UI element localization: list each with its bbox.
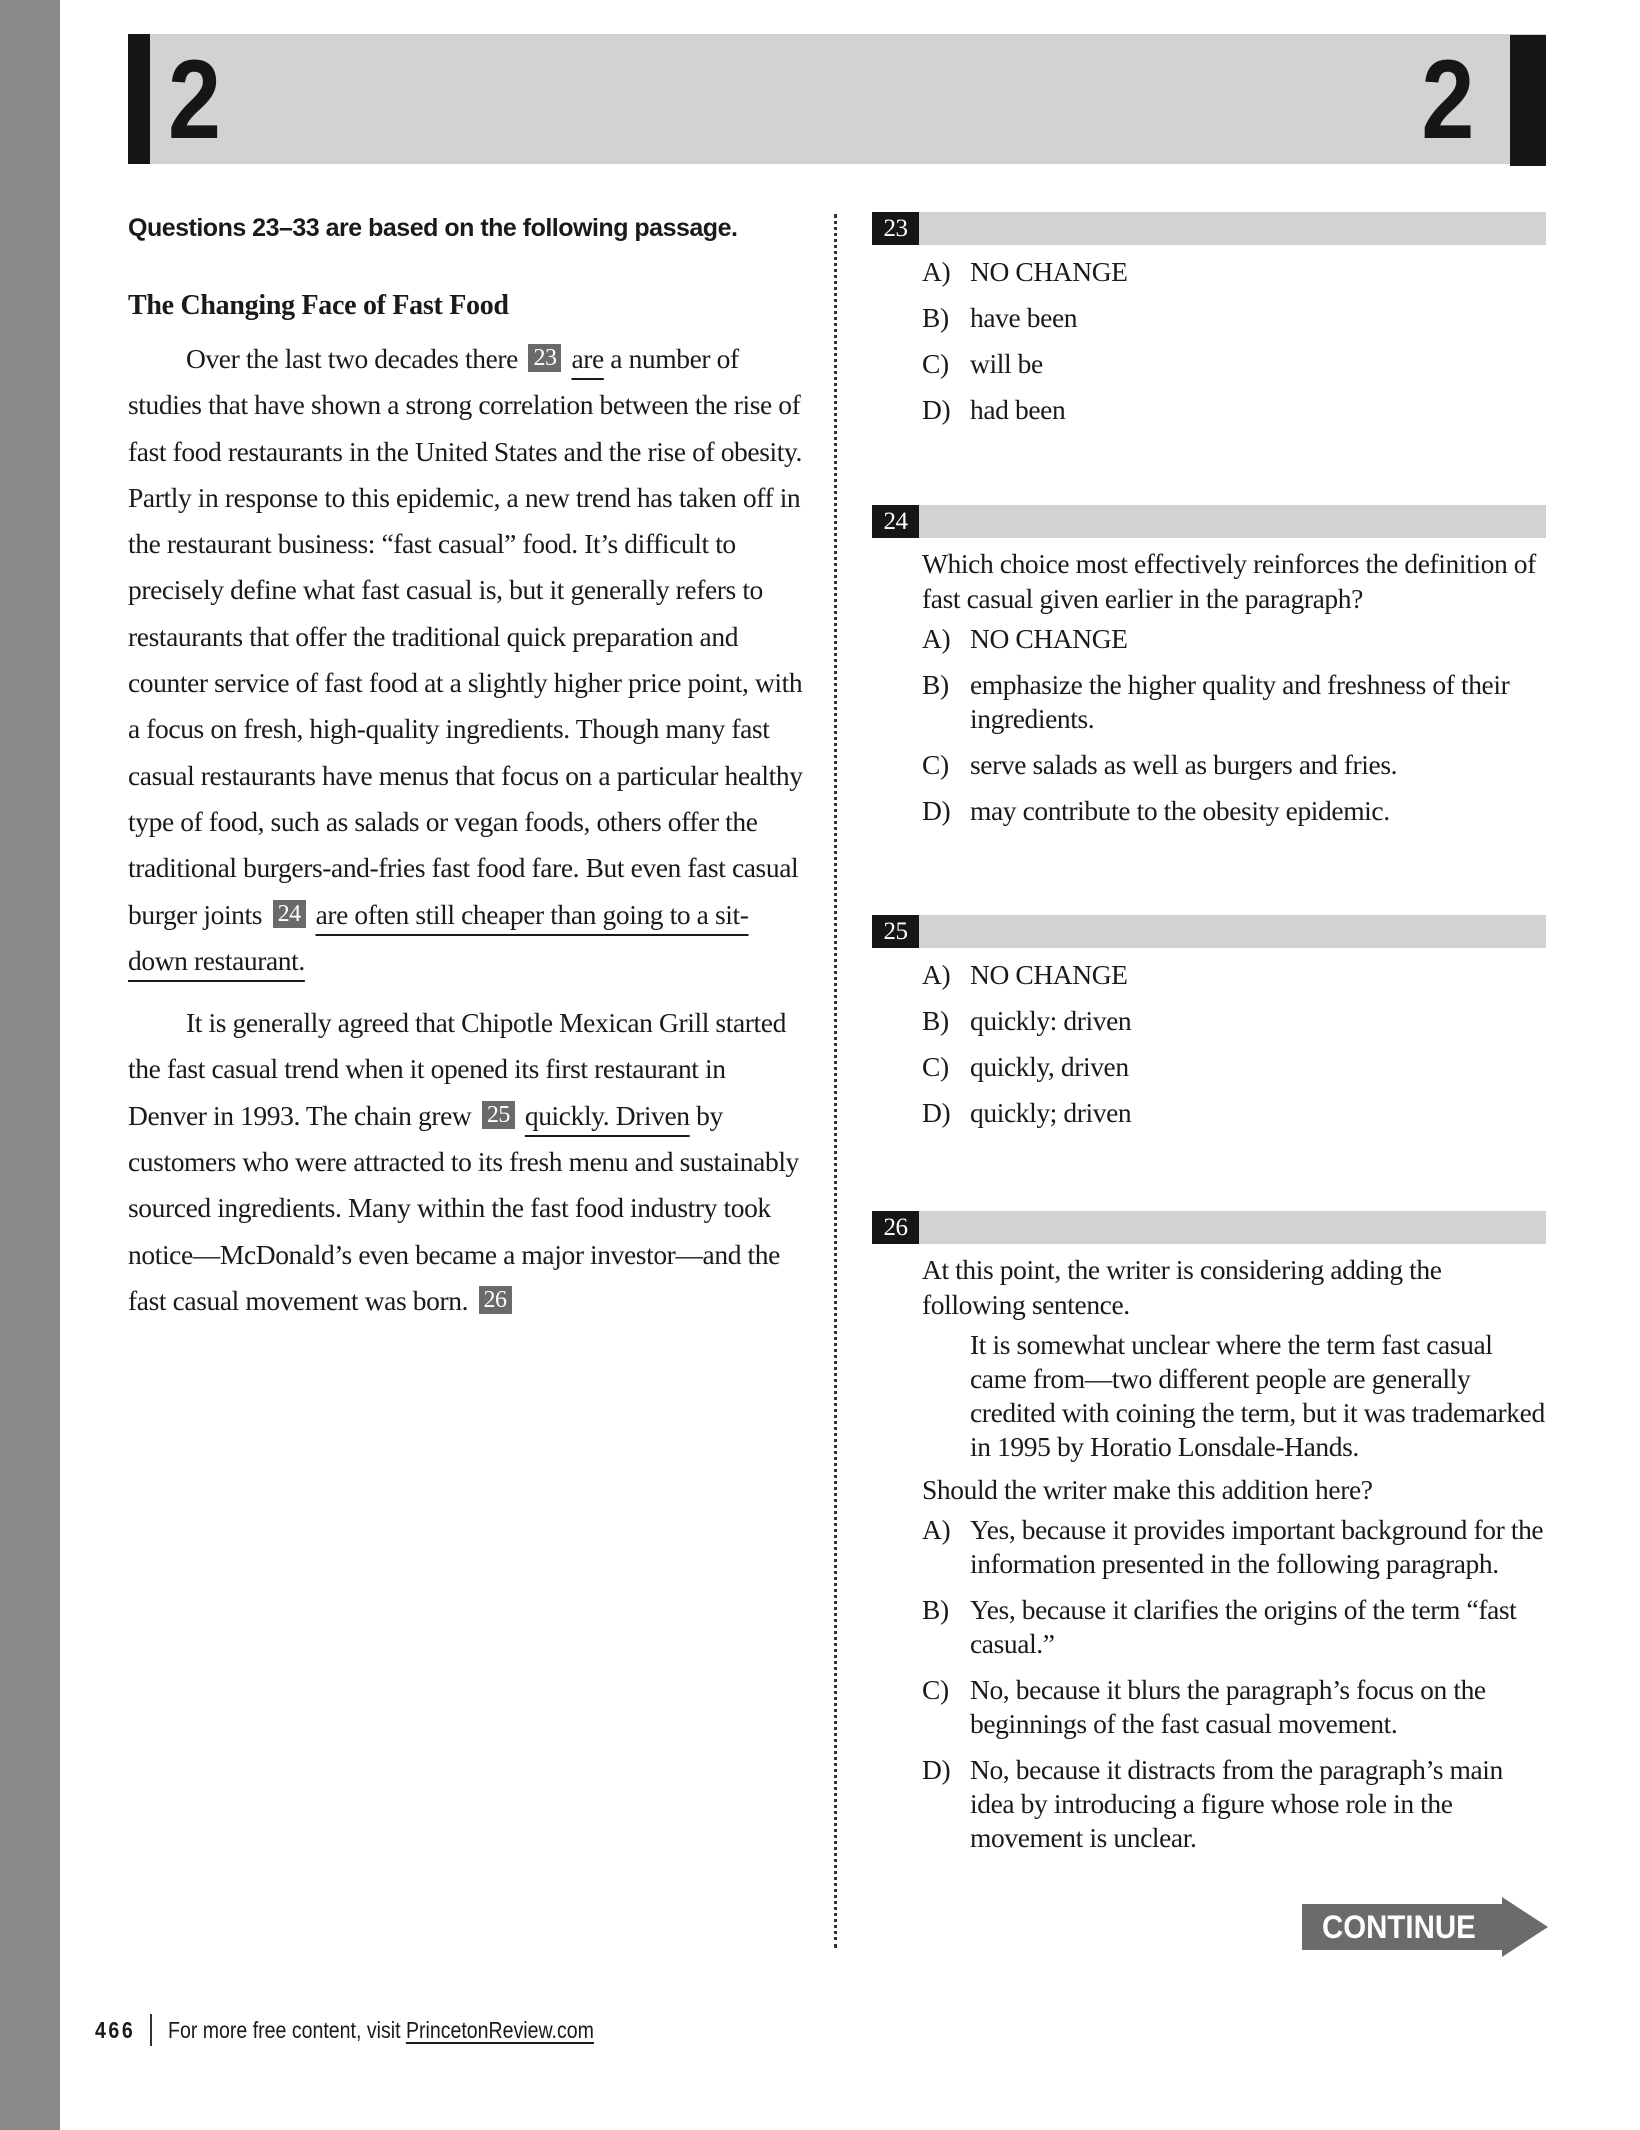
question-body-24 [872,546,1546,828]
passage-text: Over the last two decades there [186,343,518,374]
choice-text: quickly; driven [970,1097,1132,1128]
choice-26-c[interactable] [922,1673,1546,1741]
question-number-25: 25 [872,915,919,948]
question-marker-24[interactable]: 24 [273,900,306,928]
choice-23-c[interactable] [922,347,1546,381]
question-stem-26-followup: Should the writer make this addition here? [922,1474,1373,1505]
choice-text: Yes, because it provides important background for the information presented in the following paragraph. [970,1514,1544,1579]
question-stem-26: At this point, the writer is considering adding the following sentence. [922,1254,1442,1320]
footer-text [168,2017,594,2044]
choice-25-a[interactable] [922,958,1546,992]
choice-text: may contribute to the obesity epidemic. [970,795,1390,826]
continue-button[interactable] [1302,1897,1548,1957]
underlined-text-24[interactable]: are often still cheaper than going to a sit-down restaurant. [128,898,749,976]
choice-24-a[interactable] [922,622,1546,656]
section-number-left: 2 [168,37,221,162]
underlined-text-23[interactable]: are [571,343,604,374]
passage-text: by customers who were attracted to its fresh menu and sustainably sourced ingredients. Many within the fast food industry took notice—McDonald’s even became a major investor—and the fast casual movement was born. [128,1099,799,1316]
question-header-24 [872,505,1546,538]
choice-letter: D) [922,394,951,425]
question-body-26 [872,1252,1546,1855]
choice-23-a[interactable] [922,255,1546,289]
choice-24-b[interactable] [922,668,1546,736]
passage-paragraph-2 [128,1000,804,1324]
choice-text: have been [970,302,1078,333]
passage-intro: Questions 23–33 are based on the following passage. [128,214,738,242]
passage-column [128,204,804,1324]
footer-separator [150,2014,152,2046]
choice-text: serve salads as well as burgers and fries. [970,749,1398,780]
question-25 [872,915,1546,1211]
question-marker-26[interactable]: 26 [479,1286,512,1314]
choice-letter: B) [922,1005,949,1036]
proposed-sentence: It is somewhat unclear where the term fast casual came from—two different people are generally credited with coining the term, but it was trademarked in 1995 by Horatio Lonsdale-Hands. [970,1329,1545,1462]
choice-text: will be [970,348,1043,379]
page-footer [95,2010,669,2050]
choice-text: emphasize the higher quality and freshness of their ingredients. [970,669,1510,734]
choice-text: No, because it blurs the paragraph’s focus on the beginnings of the fast casual movement. [970,1674,1486,1739]
choice-23-d[interactable] [922,393,1546,427]
choice-24-c[interactable] [922,748,1546,782]
choice-letter: B) [922,1594,949,1625]
section-header-bar-left [128,34,150,164]
choice-25-b[interactable] [922,1004,1546,1038]
choice-text: No, because it distracts from the paragraph’s main idea by introducing a figure whose role in the movement is unclear. [970,1754,1503,1853]
page-edge-strip [0,0,60,2130]
continue-label: CONTINUE [1322,1909,1476,1945]
choice-26-a[interactable] [922,1513,1546,1581]
choice-text: NO CHANGE [970,256,1128,287]
question-stem-24: Which choice most effectively reinforces the definition of fast casual given earlier in the paragraph? [922,548,1536,614]
question-header-26 [872,1211,1546,1244]
passage-title: The Changing Face of Fast Food [128,290,509,321]
choice-26-d[interactable] [922,1753,1546,1855]
choice-letter: C) [922,348,949,379]
question-marker-25[interactable]: 25 [482,1101,515,1129]
choice-25-c[interactable] [922,1050,1546,1084]
choice-letter: D) [922,1097,951,1128]
choice-letter: D) [922,795,951,826]
footer-link[interactable]: PrincetonReview.com [406,2016,595,2043]
question-body-25 [872,948,1546,1130]
page-number: 466 [95,2016,136,2043]
choice-text: quickly, driven [970,1051,1129,1082]
choice-text: Yes, because it clarifies the origins of the term “fast casual.” [970,1594,1517,1659]
choice-letter: B) [922,302,949,333]
choice-letter: A) [922,959,951,990]
choice-26-b[interactable] [922,1593,1546,1661]
choice-24-d[interactable] [922,794,1546,828]
question-26 [872,1211,1546,1855]
choice-letter: A) [922,1514,951,1545]
choice-25-d[interactable] [922,1096,1546,1130]
section-number-right: 2 [1421,37,1475,162]
passage-text: a number of studies that have shown a strong correlation between the rise of fast food restaurants in the United States and the rise of obesity. Partly in response to this epidemic, a new trend has taken off in the restaurant business: “fast casual” food. It’s difficult to precisely define what fast casual is, but it generally refers to restaurants that offer the traditional quick preparation and counter service of fast food at a slightly higher price point, with a focus on fresh, high-quality ingredients. Though many fast casual restaurants have menus that focus on a particular healthy type of food, such as salads or vegan foods, others offer the traditional burgers-and-fries fast food fare. But even fast casual burger joints [128,343,803,930]
question-header-23 [872,212,1546,245]
choice-letter: A) [922,256,951,287]
choice-letter: C) [922,1674,949,1705]
choice-text: NO CHANGE [970,959,1128,990]
question-23 [872,212,1546,505]
questions-column [872,212,1546,1867]
footer-promo: For more free content, visit [168,2016,407,2043]
question-number-26: 26 [872,1211,919,1244]
choice-text: had been [970,394,1066,425]
passage-paragraph-1 [128,336,804,984]
choice-letter: C) [922,749,949,780]
choice-text: NO CHANGE [970,623,1128,654]
choice-text: quickly: driven [970,1005,1132,1036]
passage-text: It is generally agreed that Chipotle Mexican Grill started the fast casual trend when it opened its first restaurant in Denver in 1993. The chain grew [128,1007,786,1131]
choice-23-b[interactable] [922,301,1546,335]
question-header-25 [872,915,1546,948]
section-header-bar-right [1510,35,1546,166]
question-body-23 [872,245,1546,427]
underlined-text-25[interactable]: quickly. Driven [524,1099,690,1131]
arrow-head-icon [1502,1897,1548,1957]
column-divider [834,214,837,1948]
choice-letter: A) [922,623,951,654]
question-number-24: 24 [872,505,919,538]
section-header-band [128,34,1546,164]
question-24 [872,505,1546,915]
choice-letter: C) [922,1051,949,1082]
choice-letter: B) [922,669,949,700]
choice-letter: D) [922,1754,951,1785]
question-marker-23[interactable]: 23 [528,344,561,372]
question-number-23: 23 [872,212,919,245]
